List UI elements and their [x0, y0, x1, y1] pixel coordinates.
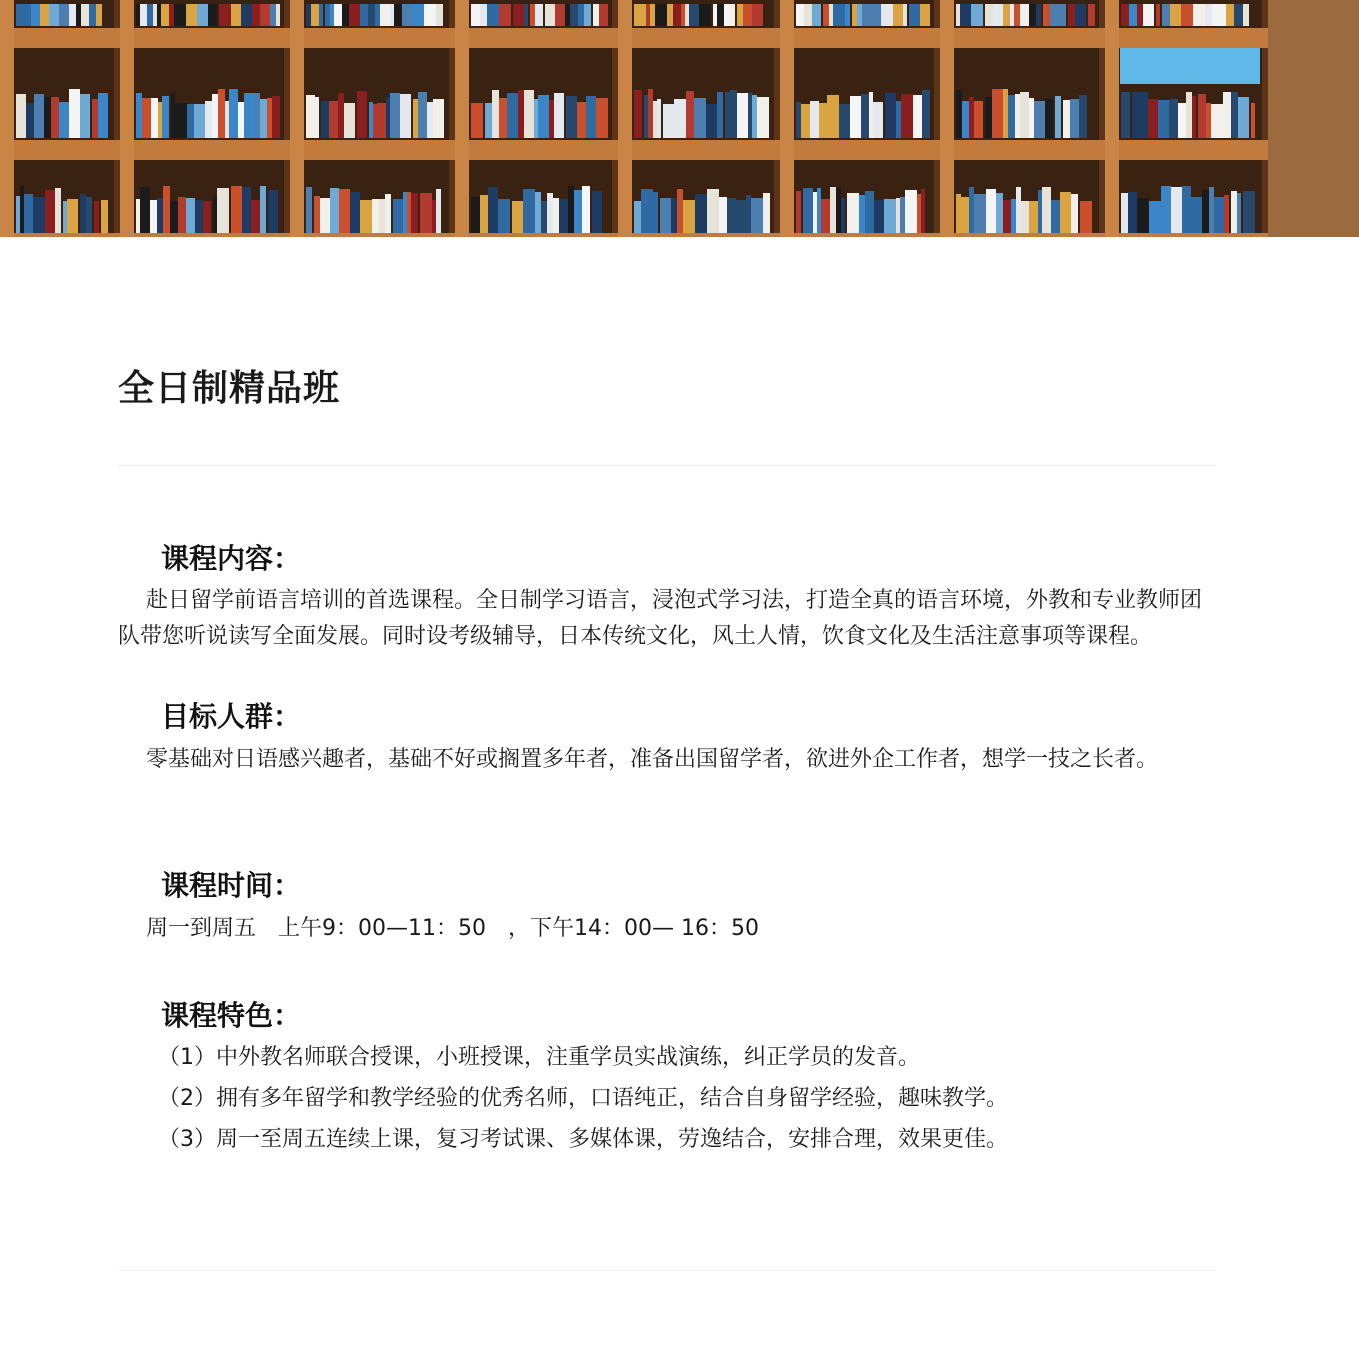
section-heading-target-audience: 目标人群：	[161, 700, 302, 733]
section-heading-features: 课程特色：	[161, 999, 302, 1032]
bookshelf-illustration	[0, 0, 1359, 237]
schedule-text: 周一到周五 上午9：00—11：50 ，下午14：00— 16：50	[146, 916, 759, 941]
target-audience-text: 零基础对日语感兴趣者，基础不好或搁置多年者，准备出国留学者，欲进外企工作者，想学一技之长者。	[146, 747, 1159, 772]
section-heading-schedule: 课程时间：	[161, 869, 302, 902]
title-divider	[118, 465, 1216, 466]
feature-item: （3）周一至周五连续上课，复习考试课、多媒体课，劳逸结合，安排合理，效果更佳。	[158, 1127, 1008, 1152]
feature-list	[158, 1040, 1008, 1163]
page-title: 全日制精品班	[118, 368, 341, 409]
feature-item: （2）拥有多年留学和教学经验的优秀名师，口语纯正，结合自身留学经验，趣味教学。	[158, 1086, 1008, 1111]
section-heading-course-content: 课程内容：	[161, 542, 302, 575]
course-content-text: 赴日留学前语言培训的首选课程。全日制学习语言，浸泡式学习法，打造全真的语言环境，外教和专业教师团队带您听说读写全面发展。同时设考级辅导，日本传统文化，风土人情，饮食文化及生活注意事项等课程。	[118, 588, 1203, 649]
hero-banner-image	[0, 0, 1359, 237]
footer-divider	[118, 1270, 1216, 1271]
feature-item: （1）中外教名师联合授课，小班授课，注重学员实战演练，纠正学员的发音。	[158, 1045, 920, 1070]
